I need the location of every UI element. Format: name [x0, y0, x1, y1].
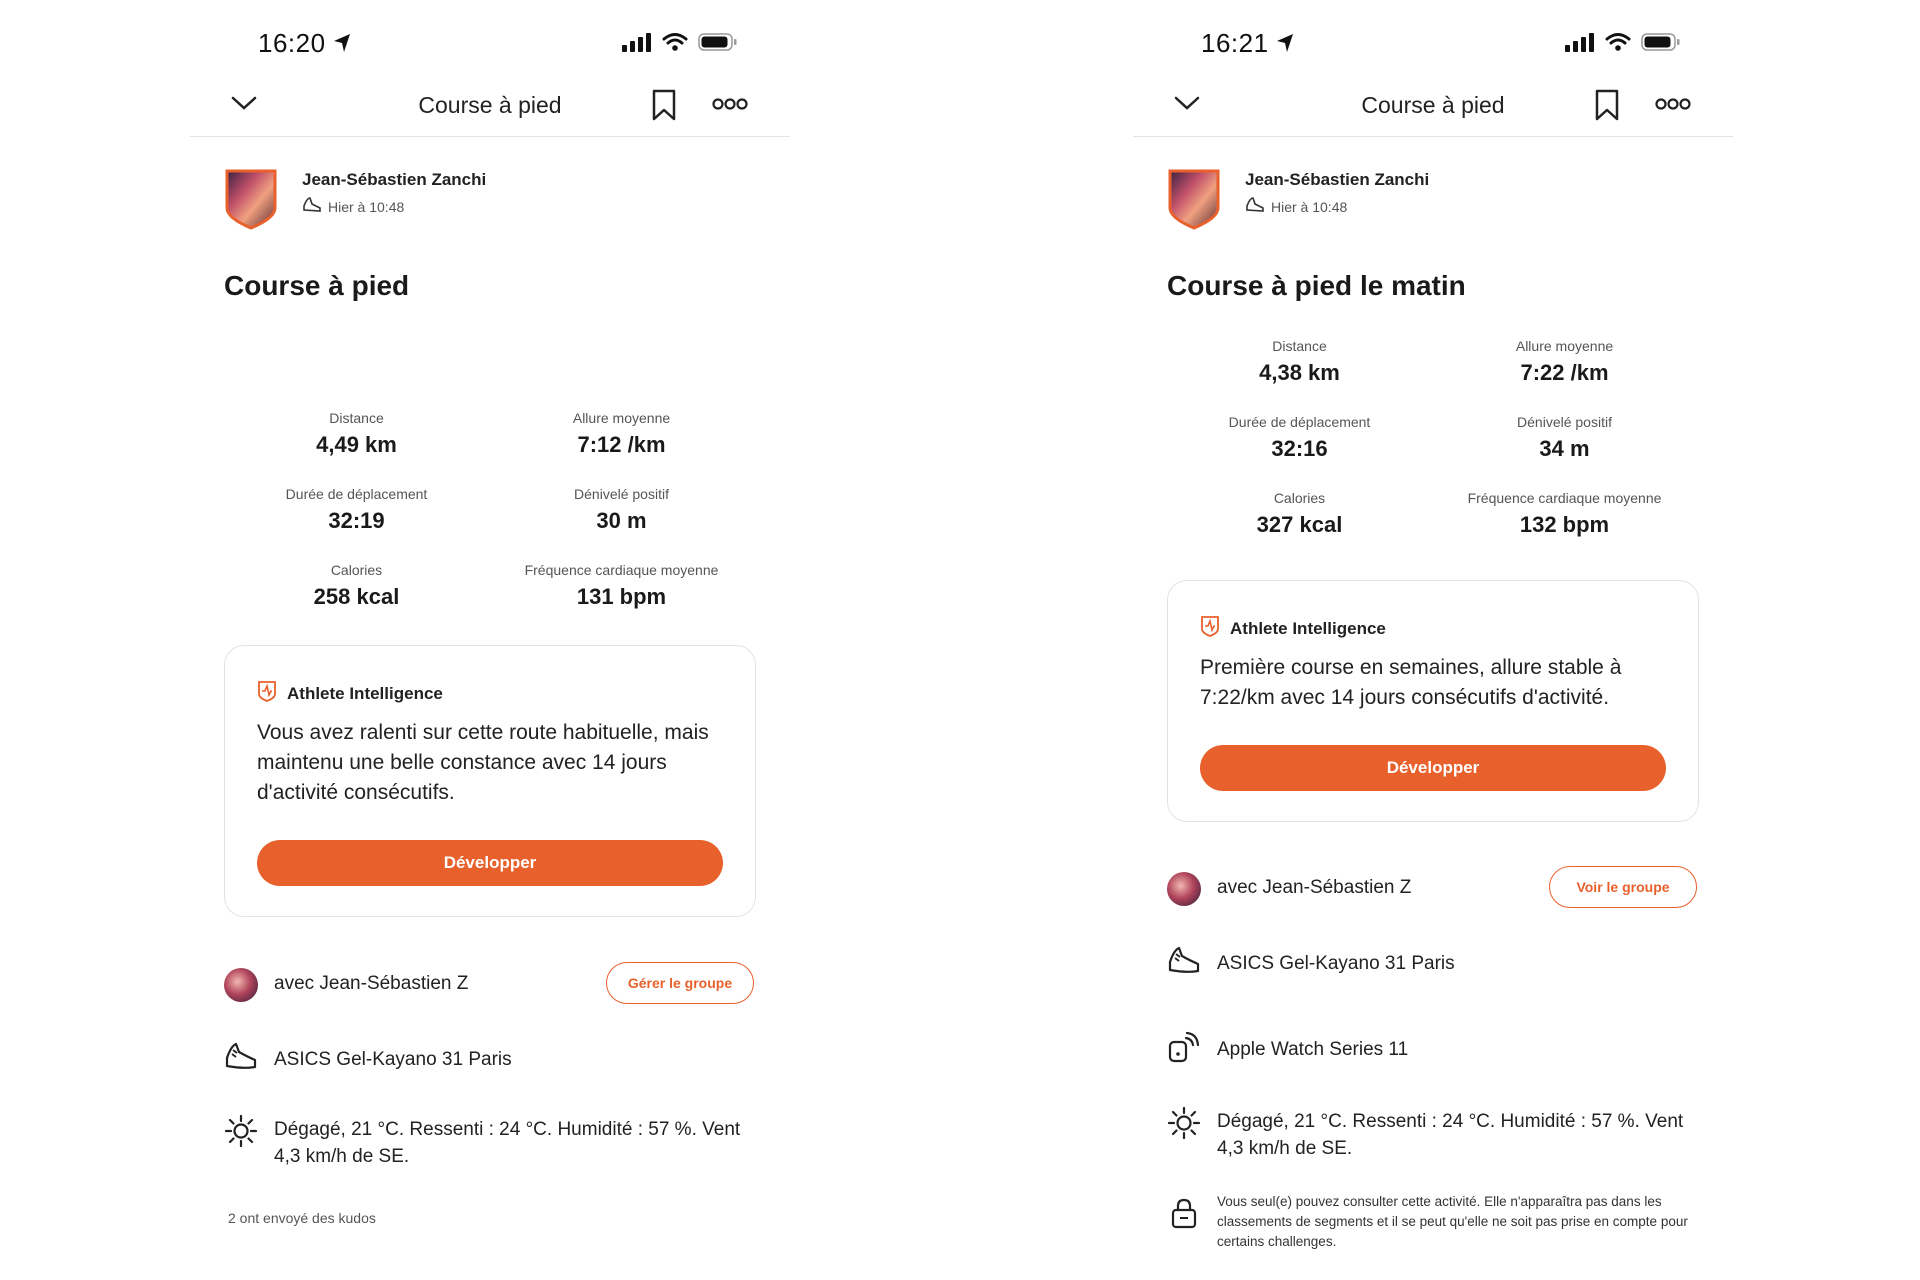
stat-calories: Calories 327 kcal	[1256, 490, 1343, 537]
stat-calories: Calories 258 kcal	[313, 562, 400, 609]
status-time: 16:21	[1201, 28, 1269, 58]
activity-meta: Hier à 10:48	[1271, 198, 1348, 215]
athlete-name[interactable]: Jean-Sébastien Zanchi	[1245, 170, 1430, 189]
status-bar	[1133, 26, 1733, 62]
sun-icon	[1167, 1106, 1201, 1140]
status-time: 16:20	[258, 28, 326, 58]
shoe-icon	[224, 1040, 258, 1074]
stat-pace: Allure moyenne 7:12 /km	[572, 410, 671, 457]
stat-heart-rate: Fréquence cardiaque moyenne 131 bpm	[524, 562, 719, 609]
device-name: Apple Watch Series 11	[1217, 1039, 1409, 1060]
group-row	[224, 962, 754, 1006]
athlete-intelligence-title: Athlete Intelligence	[287, 683, 443, 703]
gear-shoe-name: ASICS Gel-Kayano 31 Paris	[274, 1049, 512, 1070]
shoe-icon	[1167, 944, 1201, 978]
athlete-intelligence-card	[1167, 580, 1699, 822]
wifi-icon	[1605, 32, 1631, 57]
stat-distance: Distance 4,38 km	[1259, 338, 1340, 385]
nav-bar	[190, 80, 790, 137]
status-bar	[190, 26, 790, 62]
group-text: avec Jean-Sébastien Z	[274, 973, 469, 994]
develop-button[interactable]: Développer	[1200, 745, 1666, 791]
activity-title: Course à pied le matin	[1167, 270, 1466, 301]
athlete-intelligence-card	[224, 645, 756, 917]
location-arrow-icon	[1275, 30, 1295, 61]
manage-group-button[interactable]: Gérer le groupe	[606, 962, 754, 1004]
athlete-avatar[interactable]	[224, 168, 278, 230]
group-avatar[interactable]	[1167, 872, 1201, 906]
wifi-icon	[662, 32, 688, 57]
view-group-button[interactable]: Voir le groupe	[1549, 866, 1697, 908]
stat-pace: Allure moyenne 7:22 /km	[1515, 338, 1614, 385]
battery-icon	[698, 32, 738, 57]
privacy-notice: Vous seul(e) pouvez consulter cette activité. Elle n'apparaîtra pas dans les classements de segments et il se peut qu'elle ne soit pas prise en compte pour certains challenges.	[1217, 1194, 1688, 1249]
stat-moving-time: Durée de déplacement 32:19	[285, 486, 428, 533]
signal-icon	[1565, 32, 1595, 57]
shoe-small-icon	[302, 196, 322, 217]
more-icon[interactable]	[1655, 96, 1691, 117]
sun-icon	[224, 1114, 258, 1148]
athlete-intelligence-text: Première course en semaines, allure stable à 7:22/km avec 14 jours consécutifs d'activité.	[1200, 656, 1622, 709]
lock-icon	[1167, 1196, 1201, 1230]
shoe-small-icon	[1245, 196, 1265, 217]
athlete-intelligence-icon	[1200, 615, 1220, 642]
bookmark-icon[interactable]	[1593, 88, 1621, 127]
develop-button[interactable]: Développer	[257, 840, 723, 886]
stat-moving-time: Durée de déplacement 32:16	[1228, 414, 1371, 461]
battery-icon	[1641, 32, 1681, 57]
athlete-intelligence-title: Athlete Intelligence	[1230, 618, 1386, 638]
athlete-name[interactable]: Jean-Sébastien Zanchi	[302, 170, 487, 189]
group-avatar[interactable]	[224, 968, 258, 1002]
weather-text: Dégagé, 21 °C. Ressenti : 24 °C. Humidité : 57 %. Vent 4,3 km/h de SE.	[274, 1119, 741, 1167]
group-text: avec Jean-Sébastien Z	[1217, 877, 1412, 898]
nav-bar	[1133, 80, 1733, 137]
athlete-avatar[interactable]	[1167, 168, 1221, 230]
group-row	[1167, 866, 1697, 910]
weather-text: Dégagé, 21 °C. Ressenti : 24 °C. Humidité : 57 %. Vent 4,3 km/h de SE.	[1217, 1111, 1684, 1159]
gear-shoe-name: ASICS Gel-Kayano 31 Paris	[1217, 953, 1455, 974]
location-arrow-icon	[332, 30, 352, 61]
stat-elevation: Dénivelé positif 30 m	[574, 486, 669, 533]
athlete-intelligence-icon	[257, 680, 277, 707]
kudos-count[interactable]: 2 ont envoyé des kudos	[228, 1210, 376, 1226]
nav-title: Course à pied	[1361, 92, 1505, 118]
athlete-intelligence-text: Vous avez ralenti sur cette route habituelle, mais maintenu une belle constance avec 14 jours d'activité consécutifs.	[257, 721, 709, 804]
nav-title: Course à pied	[418, 92, 562, 118]
activity-title: Course à pied	[224, 270, 410, 301]
right-phone-screen	[1133, 0, 1733, 1280]
signal-icon	[622, 32, 652, 57]
stat-distance: Distance 4,49 km	[316, 410, 397, 457]
left-phone-screen	[190, 0, 790, 1280]
more-icon[interactable]	[712, 96, 748, 117]
watch-icon	[1167, 1030, 1201, 1064]
stat-elevation: Dénivelé positif 34 m	[1517, 414, 1612, 461]
stat-heart-rate: Fréquence cardiaque moyenne 132 bpm	[1467, 490, 1662, 537]
activity-meta: Hier à 10:48	[328, 198, 405, 215]
bookmark-icon[interactable]	[650, 88, 678, 127]
